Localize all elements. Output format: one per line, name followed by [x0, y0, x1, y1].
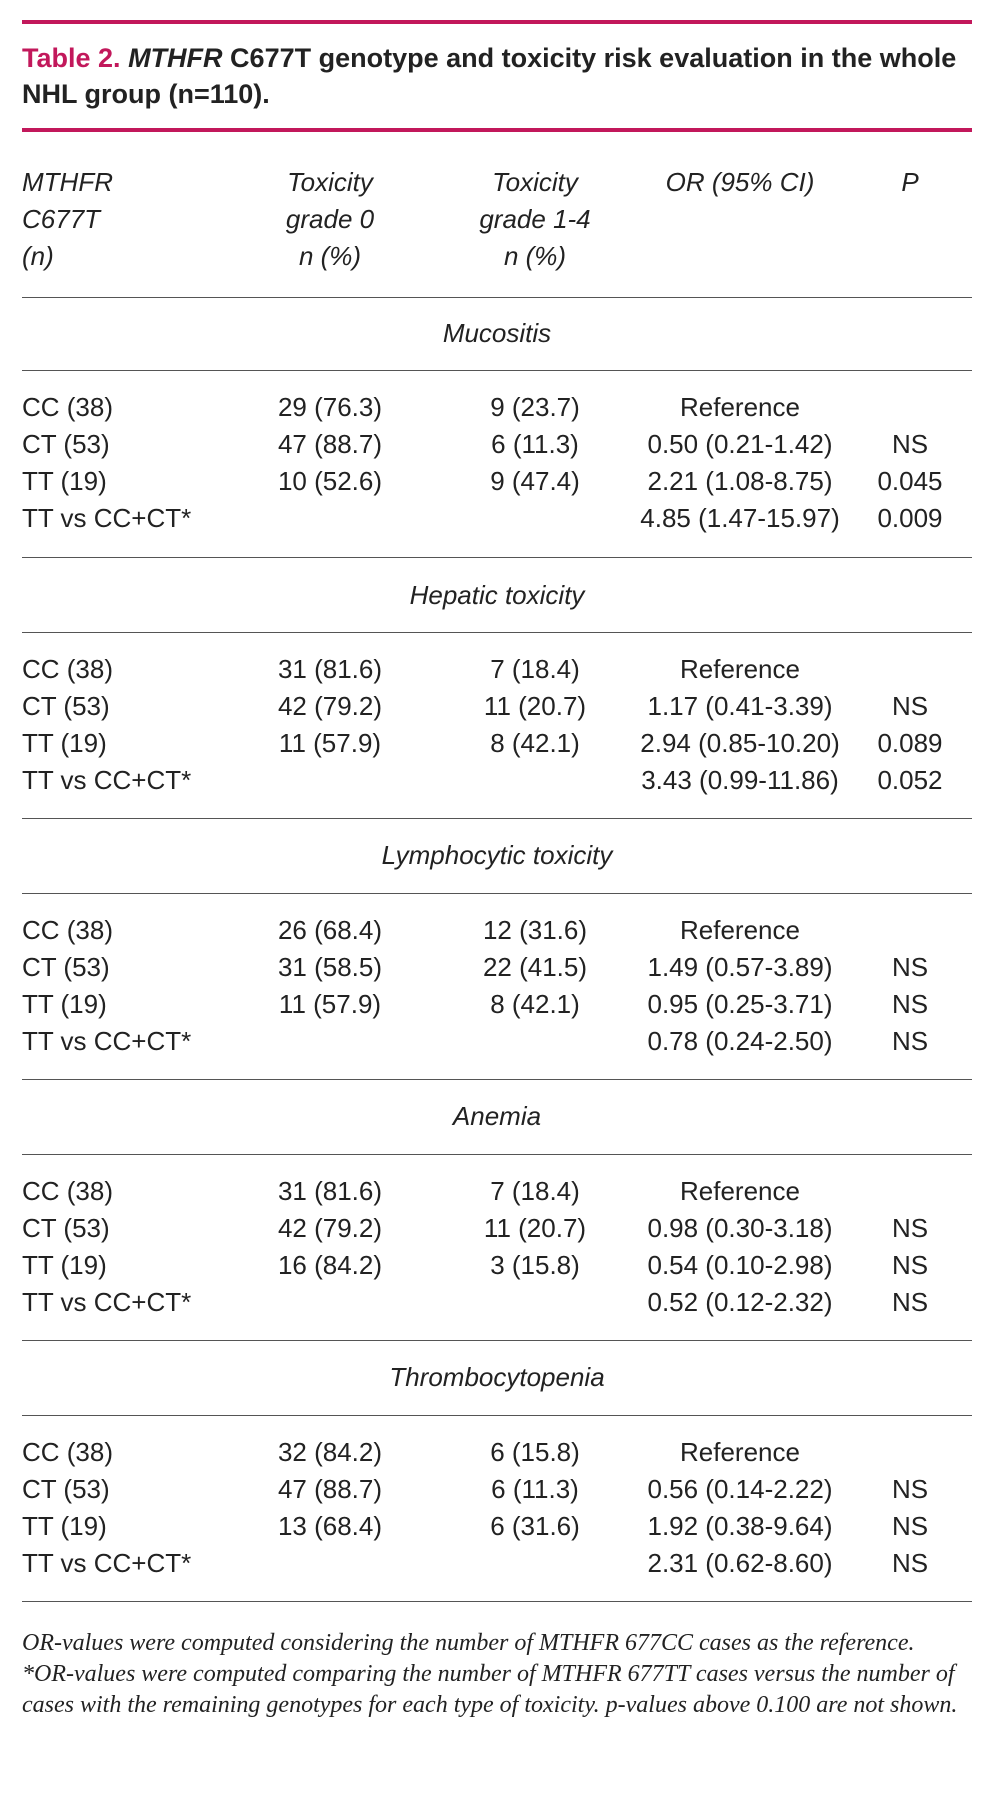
cell-genotype: CC (38) — [22, 1176, 114, 1206]
header-line: OR (95% CI) — [665, 167, 815, 197]
header-divider — [22, 297, 972, 298]
cell-grade0: 10 (52.6) — [277, 466, 383, 496]
table-title-text: C677T genotype and toxicity risk evaluation in the whole NHL group (n=110). — [22, 43, 957, 109]
cell-genotype: CC (38) — [22, 1437, 114, 1467]
cell-grade14: 6 (15.8) — [490, 1437, 580, 1467]
cell-grade14: 9 (23.7) — [490, 392, 580, 422]
cell-grade0: 47 (88.7) — [277, 429, 383, 459]
section-title-hepatic: Hepatic toxicity — [409, 580, 585, 610]
cell-genotype: CT (53) — [22, 1474, 110, 1504]
cell-grade14: 8 (42.1) — [490, 728, 580, 758]
cell-p: NS — [891, 1213, 929, 1243]
cell-grade0: 13 (68.4) — [277, 1511, 383, 1541]
header-col-grade14 — [455, 164, 615, 275]
cell-grade0: 42 (79.2) — [277, 691, 383, 721]
cell-grade14: 7 (18.4) — [490, 1176, 580, 1206]
cell-p: NS — [891, 429, 929, 459]
cell-or: 4.85 (1.47-15.97) — [640, 503, 840, 533]
header-line: P — [901, 167, 919, 197]
section-title-lymphocytic: Lymphocytic toxicity — [381, 840, 613, 870]
cell-p: 0.052 — [877, 765, 943, 795]
cell-grade0: 32 (84.2) — [277, 1437, 383, 1467]
cell-or: 1.92 (0.38-9.64) — [647, 1511, 833, 1541]
cell-or: 2.21 (1.08-8.75) — [647, 466, 833, 496]
header-line: n (%) — [298, 241, 362, 271]
cell-or: 0.95 (0.25-3.71) — [647, 989, 833, 1019]
cell-or: Reference — [680, 392, 800, 422]
cell-grade0: 31 (58.5) — [277, 952, 383, 982]
cell-grade14: 12 (31.6) — [482, 915, 588, 945]
section-divider — [22, 1415, 972, 1416]
section-divider — [22, 370, 972, 371]
cell-genotype: TT (19) — [22, 466, 107, 496]
cell-p: 0.009 — [877, 503, 943, 533]
cell-grade14: 11 (20.7) — [483, 1213, 587, 1243]
cell-genotype: TT (19) — [22, 989, 107, 1019]
cell-genotype: TT vs CC+CT* — [22, 503, 192, 533]
cell-p: NS — [891, 1287, 929, 1317]
cell-genotype: TT vs CC+CT* — [22, 1026, 192, 1056]
cell-genotype: CT (53) — [22, 429, 110, 459]
header-line: n (%) — [503, 241, 567, 271]
cell-p: NS — [891, 952, 929, 982]
cell-or: Reference — [680, 915, 800, 945]
cell-p: NS — [891, 1474, 929, 1504]
cell-genotype: CC (38) — [22, 392, 114, 422]
cell-genotype: CT (53) — [22, 691, 110, 721]
table-title — [22, 40, 977, 112]
cell-p: NS — [891, 691, 929, 721]
header-line: (n) — [22, 241, 54, 271]
section-title-thrombocytopenia: Thrombocytopenia — [389, 1362, 605, 1392]
cell-grade14: 11 (20.7) — [483, 691, 587, 721]
cell-grade0: 11 (57.9) — [278, 989, 382, 1019]
cell-genotype: TT (19) — [22, 1250, 107, 1280]
cell-grade14: 8 (42.1) — [490, 989, 580, 1019]
header-col-p — [860, 164, 960, 201]
cell-p: NS — [891, 1548, 929, 1578]
cell-genotype: CT (53) — [22, 1213, 110, 1243]
section-title-anemia: Anemia — [452, 1101, 542, 1131]
section-divider — [22, 632, 972, 633]
section-divider — [22, 1079, 972, 1080]
cell-or: Reference — [680, 1437, 800, 1467]
title-rule-top — [22, 20, 972, 24]
cell-or: Reference — [680, 1176, 800, 1206]
cell-genotype: TT vs CC+CT* — [22, 765, 192, 795]
cell-grade0: 16 (84.2) — [277, 1250, 383, 1280]
cell-or: 3.43 (0.99-11.86) — [641, 765, 839, 795]
cell-grade14: 6 (31.6) — [490, 1511, 580, 1541]
cell-p: NS — [891, 1026, 929, 1056]
header-line: Toxicity — [492, 167, 578, 197]
cell-genotype: TT (19) — [22, 728, 107, 758]
cell-grade14: 22 (41.5) — [482, 952, 588, 982]
table-title-gene: MTHFR — [128, 43, 223, 73]
cell-grade14: 3 (15.8) — [490, 1250, 580, 1280]
table-label: Table 2. — [22, 43, 121, 73]
cell-genotype: CC (38) — [22, 915, 114, 945]
header-col-grade0 — [230, 164, 430, 275]
header-line: grade 0 — [285, 204, 375, 234]
cell-grade14: 9 (47.4) — [490, 466, 580, 496]
section-divider — [22, 1340, 972, 1341]
cell-genotype: CC (38) — [22, 654, 114, 684]
cell-genotype: TT (19) — [22, 1511, 107, 1541]
section-divider — [22, 893, 972, 894]
cell-p: NS — [891, 989, 929, 1019]
section-divider — [22, 557, 972, 558]
cell-grade14: 6 (11.3) — [491, 1474, 579, 1504]
cell-or: 0.98 (0.30-3.18) — [647, 1213, 833, 1243]
cell-or: 0.52 (0.12-2.32) — [647, 1287, 833, 1317]
cell-grade14: 7 (18.4) — [490, 654, 580, 684]
section-title-mucositis: Mucositis — [442, 318, 552, 348]
cell-or: 0.50 (0.21-1.42) — [647, 429, 833, 459]
cell-or: 0.56 (0.14-2.22) — [647, 1474, 833, 1504]
cell-grade14: 6 (11.3) — [491, 429, 579, 459]
cell-or: 1.49 (0.57-3.89) — [647, 952, 833, 982]
cell-genotype: TT vs CC+CT* — [22, 1548, 192, 1578]
cell-genotype: TT vs CC+CT* — [22, 1287, 192, 1317]
cell-or: Reference — [680, 654, 800, 684]
cell-grade0: 42 (79.2) — [277, 1213, 383, 1243]
cell-p: 0.089 — [877, 728, 943, 758]
header-line: Toxicity — [287, 167, 373, 197]
cell-grade0: 31 (81.6) — [277, 654, 383, 684]
cell-or: 1.17 (0.41-3.39) — [647, 691, 833, 721]
cell-grade0: 11 (57.9) — [278, 728, 382, 758]
header-col-genotype — [22, 164, 222, 275]
table-bottom-divider — [22, 1601, 972, 1602]
table-footnote: OR-values were computed considering the number of MTHFR 677CC cases as the reference. *OR-values were computed comparing the number of MTHFR 677TT cases versus the number of cases with the remaining genotypes for each type of toxicity. p-values above 0.100 are not shown. — [22, 1630, 958, 1718]
title-rule-bottom — [22, 128, 972, 132]
section-divider — [22, 1154, 972, 1155]
cell-p: NS — [891, 1250, 929, 1280]
header-line: grade 1-4 — [479, 204, 591, 234]
section-divider — [22, 818, 972, 819]
cell-or: 2.31 (0.62-8.60) — [647, 1548, 833, 1578]
cell-grade0: 26 (68.4) — [277, 915, 383, 945]
header-line: C677T — [22, 204, 101, 234]
cell-grade0: 47 (88.7) — [277, 1474, 383, 1504]
cell-or: 0.78 (0.24-2.50) — [647, 1026, 833, 1056]
header-col-or — [625, 164, 855, 201]
cell-p: 0.045 — [877, 466, 943, 496]
cell-or: 0.54 (0.10-2.98) — [647, 1250, 833, 1280]
cell-or: 2.94 (0.85-10.20) — [640, 728, 840, 758]
cell-p: NS — [891, 1511, 929, 1541]
cell-genotype: CT (53) — [22, 952, 110, 982]
cell-grade0: 29 (76.3) — [277, 392, 383, 422]
header-line: MTHFR — [22, 167, 113, 197]
cell-grade0: 31 (81.6) — [277, 1176, 383, 1206]
